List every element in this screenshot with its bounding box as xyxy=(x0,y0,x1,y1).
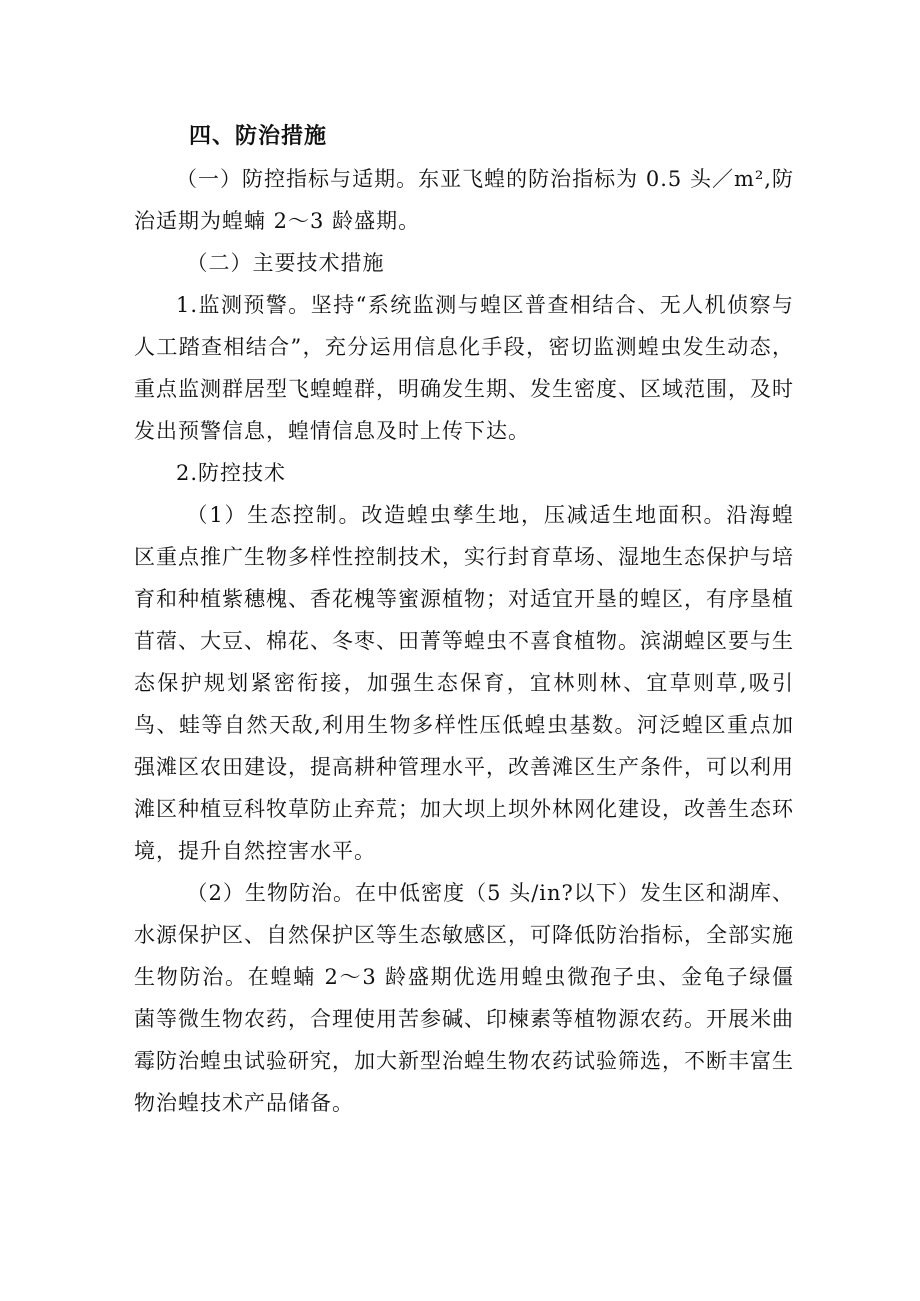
paragraph-ecological-control: （1）生态控制。改造蝗虫孳生地，压减适生地面积。沿海蝗区重点推广生物多样性控制技术，实行封育草场、湿地生态保护与培育和种植紫穗槐、香花槐等蜜源植物；对适宜开垦的蝗区，有序垦植苜蓿、大豆、棉花、冬枣、田菁等蝗虫不喜食植物。滨湖蝗区要与生态保护规划紧密衔接，加强生态保育，宜林则林、宜草则草,吸引鸟、蛙等自然天敌,利用生物多样性压低蝗虫基数。河泛蝗区重点加强滩区农田建设，提高耕种管理水平，改善滩区生产条件，可以利用滩区种植豆科牧草防止弃荒；加大坝上坝外林网化建设，改善生态环境，提升自然控害水平。 xyxy=(134,503,794,863)
document-body xyxy=(134,119,794,1124)
paragraph-control-index: （一）防控指标与适期。东亚飞蝗的防治指标为 0.5 头／m²,防治适期为蝗蝻 2～3 龄盛期。 xyxy=(134,167,794,233)
paragraph-main-measures-title: （二）主要技术措施 xyxy=(186,251,385,275)
section-heading: 四、防治措施 xyxy=(189,124,328,149)
paragraph-monitoring: 1.监测预警。坚持“系统监测与蝗区普查相结合、无人机侦察与人工踏查相结合”，充分运用信息化手段，密切监测蝗虫发生动态，重点监测群居型飞蝗蝗群，明确发生期、发生密度、区域范围，及时发出预警信息，蝗情信息及时上传下达。 xyxy=(134,293,794,443)
paragraph-biological-control: （2）生物防治。在中低密度（5 头/in?以下）发生区和湖库、水源保护区、自然保护区等生态敏感区，可降低防治指标，全部实施生物防治。在蝗蝻 2～3 龄盛期优选用蝗虫微孢子虫、金龟子绿僵菌等微生物农药，合理使用苦参碱、印楝素等植物源农药。开展米曲霉防治蝗虫试验研究，加大新型治蝗生物农药试验筛选，不断丰富生物治蝗技术产品储备。 xyxy=(134,881,794,1115)
paragraph-control-tech-title: 2.防控技术 xyxy=(176,461,287,485)
